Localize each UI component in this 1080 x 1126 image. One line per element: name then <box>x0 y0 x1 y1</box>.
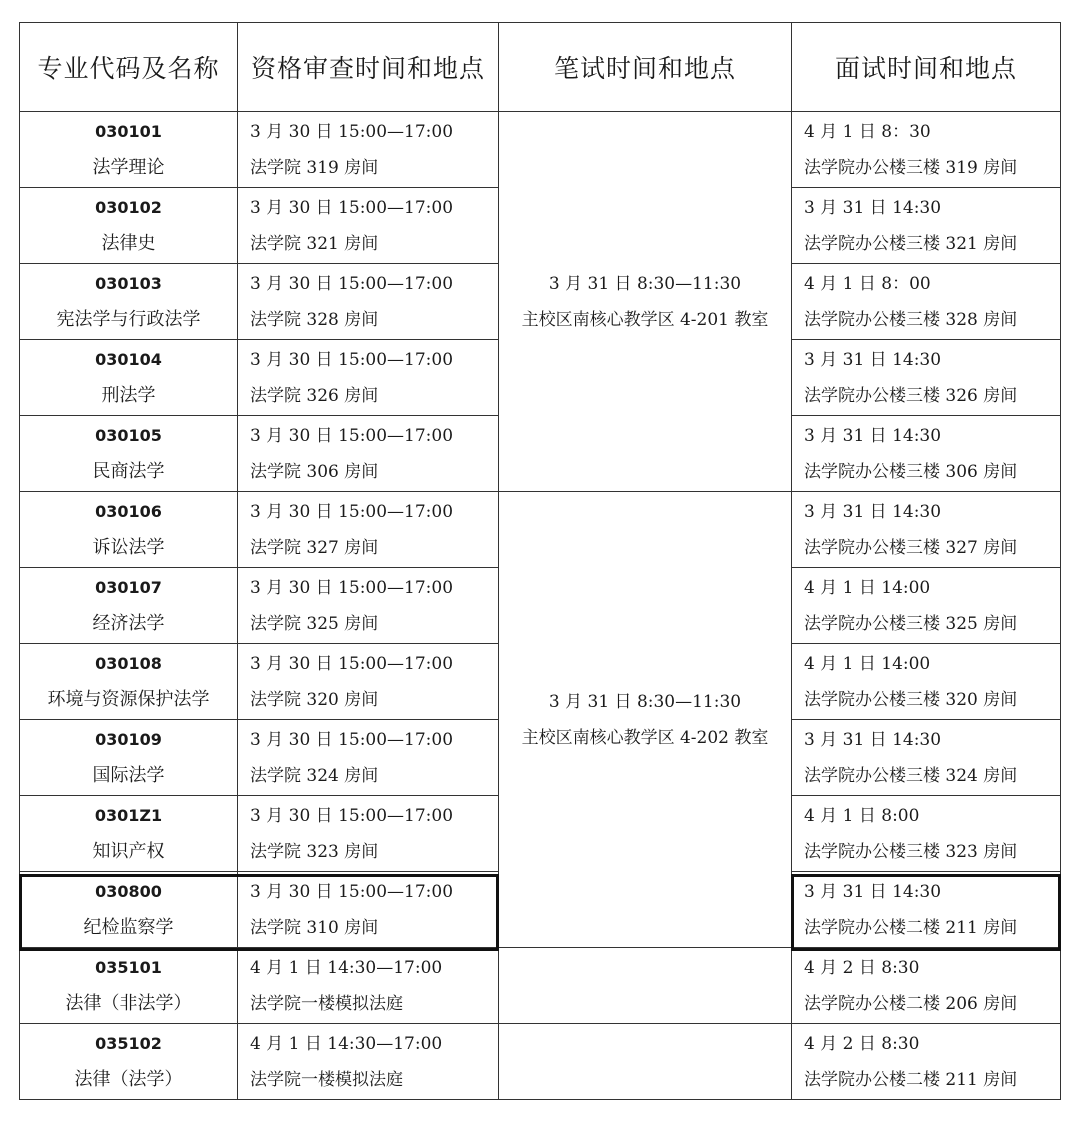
interview-place: 法学院办公楼三楼 321 房间 <box>804 233 1018 254</box>
interview-cell <box>792 416 1061 492</box>
qualification-time: 3 月 30 日 15:00—17:00 <box>250 501 454 522</box>
qualification-time: 3 月 30 日 15:00—17:00 <box>250 121 454 142</box>
written-exam-time: 3 月 31 日 8:30—11:30 <box>548 273 742 294</box>
qualification-time: 3 月 30 日 15:00—17:00 <box>250 729 454 750</box>
interview-place: 法学院办公楼三楼 327 房间 <box>804 537 1018 558</box>
qualification-place: 法学院 328 房间 <box>250 309 379 330</box>
interview-time: 3 月 31 日 14:30 <box>804 425 942 446</box>
major-code: 030800 <box>95 881 162 901</box>
qualification-time: 3 月 30 日 15:00—17:00 <box>250 425 454 446</box>
interview-cell <box>792 112 1061 188</box>
qualification-cell <box>238 1024 499 1100</box>
interview-time: 3 月 31 日 14:30 <box>804 349 942 370</box>
major-cell <box>20 796 238 872</box>
qualification-time: 4 月 1 日 14:30—17:00 <box>250 957 443 978</box>
table-row <box>20 492 1061 568</box>
major-code: 030105 <box>95 425 162 445</box>
qualification-time: 3 月 30 日 15:00—17:00 <box>250 197 454 218</box>
interview-time: 4 月 2 日 8:30 <box>804 957 920 978</box>
major-cell <box>20 416 238 492</box>
interview-place: 法学院办公楼二楼 211 房间 <box>804 917 1018 938</box>
qualification-place: 法学院一楼模拟法庭 <box>250 993 403 1014</box>
major-cell <box>20 872 238 948</box>
qualification-time: 4 月 1 日 14:30—17:00 <box>250 1033 443 1054</box>
interview-cell <box>792 568 1061 644</box>
interview-time: 4 月 1 日 8:00 <box>804 805 920 826</box>
major-name: 法律（非法学） <box>65 992 192 1014</box>
interview-time: 3 月 31 日 14:30 <box>804 197 942 218</box>
major-cell <box>20 188 238 264</box>
interview-place: 法学院办公楼三楼 319 房间 <box>804 157 1018 178</box>
major-cell <box>20 644 238 720</box>
qualification-cell <box>238 492 499 568</box>
major-code: 030104 <box>95 349 162 369</box>
major-name: 法学理论 <box>92 156 165 178</box>
interview-cell <box>792 340 1061 416</box>
major-cell <box>20 112 238 188</box>
major-code: 030102 <box>95 197 162 217</box>
table-row <box>20 112 1061 188</box>
table-row <box>20 1024 1061 1100</box>
major-name: 环境与资源保护法学 <box>47 688 210 710</box>
major-code: 030109 <box>95 729 162 749</box>
major-name: 知识产权 <box>92 840 165 862</box>
major-cell <box>20 1024 238 1100</box>
major-code: 030108 <box>95 653 162 673</box>
interview-cell <box>792 188 1061 264</box>
major-cell <box>20 492 238 568</box>
interview-place: 法学院办公楼三楼 325 房间 <box>804 613 1018 634</box>
major-name: 法律史 <box>101 232 156 254</box>
qualification-place: 法学院 324 房间 <box>250 765 379 786</box>
interview-cell <box>792 644 1061 720</box>
qualification-cell <box>238 568 499 644</box>
qualification-cell <box>238 720 499 796</box>
major-cell <box>20 948 238 1024</box>
written-exam-time: 3 月 31 日 8:30—11:30 <box>548 691 742 712</box>
qualification-cell <box>238 112 499 188</box>
interview-cell <box>792 872 1061 948</box>
major-cell <box>20 568 238 644</box>
header-interview: 面试时间和地点 <box>792 23 1061 112</box>
interview-time: 4 月 2 日 8:30 <box>804 1033 920 1054</box>
major-code: 030103 <box>95 273 162 293</box>
interview-place: 法学院办公楼三楼 326 房间 <box>804 385 1018 406</box>
major-code: 030107 <box>95 577 162 597</box>
qualification-cell <box>238 264 499 340</box>
header-written: 笔试时间和地点 <box>499 23 792 112</box>
qualification-time: 3 月 30 日 15:00—17:00 <box>250 577 454 598</box>
major-name: 纪检监察学 <box>83 916 174 938</box>
qualification-cell <box>238 188 499 264</box>
interview-place: 法学院办公楼三楼 306 房间 <box>804 461 1018 482</box>
interview-cell <box>792 492 1061 568</box>
qualification-place: 法学院一楼模拟法庭 <box>250 1069 403 1090</box>
qualification-place: 法学院 310 房间 <box>250 917 379 938</box>
qualification-time: 3 月 30 日 15:00—17:00 <box>250 273 454 294</box>
major-name: 经济法学 <box>92 612 165 634</box>
qualification-time: 3 月 30 日 15:00—17:00 <box>250 805 454 826</box>
written-exam-place: 主校区南核心教学区 4-201 教室 <box>521 309 769 330</box>
qualification-place: 法学院 327 房间 <box>250 537 379 558</box>
qualification-time: 3 月 30 日 15:00—17:00 <box>250 653 454 674</box>
interview-time: 3 月 31 日 14:30 <box>804 501 942 522</box>
major-name: 诉讼法学 <box>92 536 165 558</box>
interview-cell <box>792 796 1061 872</box>
qualification-place: 法学院 323 房间 <box>250 841 379 862</box>
written-exam-place: 主校区南核心教学区 4-202 教室 <box>521 727 769 748</box>
major-name: 刑法学 <box>101 384 156 406</box>
interview-place: 法学院办公楼二楼 211 房间 <box>804 1069 1018 1090</box>
header-qualification: 资格审查时间和地点 <box>238 23 499 112</box>
qualification-place: 法学院 326 房间 <box>250 385 379 406</box>
major-code: 030106 <box>95 501 162 521</box>
major-name: 民商法学 <box>92 460 165 482</box>
qualification-time: 3 月 30 日 15:00—17:00 <box>250 349 454 370</box>
major-code: 035101 <box>95 957 162 977</box>
major-code: 030101 <box>95 121 162 141</box>
header-row <box>20 23 1061 112</box>
interview-time: 3 月 31 日 14:30 <box>804 881 942 902</box>
major-name: 宪法学与行政法学 <box>56 308 201 330</box>
qualification-place: 法学院 319 房间 <box>250 157 379 178</box>
interview-time: 4 月 1 日 8：00 <box>804 273 931 294</box>
interview-cell <box>792 1024 1061 1100</box>
qualification-cell <box>238 644 499 720</box>
qualification-cell <box>238 416 499 492</box>
major-cell <box>20 720 238 796</box>
written-exam-cell <box>499 112 792 492</box>
major-cell <box>20 264 238 340</box>
interview-time: 4 月 1 日 8：30 <box>804 121 931 142</box>
qualification-place: 法学院 306 房间 <box>250 461 379 482</box>
interview-time: 3 月 31 日 14:30 <box>804 729 942 750</box>
written-exam-cell <box>499 492 792 948</box>
table-row <box>20 948 1061 1024</box>
interview-cell <box>792 264 1061 340</box>
qualification-cell <box>238 340 499 416</box>
written-exam-cell <box>499 1024 792 1100</box>
qualification-time: 3 月 30 日 15:00—17:00 <box>250 881 454 902</box>
interview-time: 4 月 1 日 14:00 <box>804 653 931 674</box>
major-code: 0301Z1 <box>94 805 163 825</box>
qualification-place: 法学院 320 房间 <box>250 689 379 710</box>
interview-time: 4 月 1 日 14:00 <box>804 577 931 598</box>
qualification-cell <box>238 796 499 872</box>
interview-place: 法学院办公楼三楼 328 房间 <box>804 309 1018 330</box>
major-name: 法律（法学） <box>74 1068 183 1090</box>
qualification-place: 法学院 321 房间 <box>250 233 379 254</box>
schedule-body <box>20 112 1061 1100</box>
interview-place: 法学院办公楼三楼 323 房间 <box>804 841 1018 862</box>
header-major: 专业代码及名称 <box>20 23 238 112</box>
interview-place: 法学院办公楼二楼 206 房间 <box>804 993 1018 1014</box>
interview-place: 法学院办公楼三楼 324 房间 <box>804 765 1018 786</box>
interview-cell <box>792 720 1061 796</box>
major-code: 035102 <box>95 1033 162 1053</box>
schedule-table <box>19 22 1061 1100</box>
major-name: 国际法学 <box>92 764 165 786</box>
written-exam-cell <box>499 948 792 1024</box>
interview-place: 法学院办公楼三楼 320 房间 <box>804 689 1018 710</box>
qualification-cell <box>238 872 499 948</box>
major-cell <box>20 340 238 416</box>
interview-cell <box>792 948 1061 1024</box>
qualification-cell <box>238 948 499 1024</box>
qualification-place: 法学院 325 房间 <box>250 613 379 634</box>
